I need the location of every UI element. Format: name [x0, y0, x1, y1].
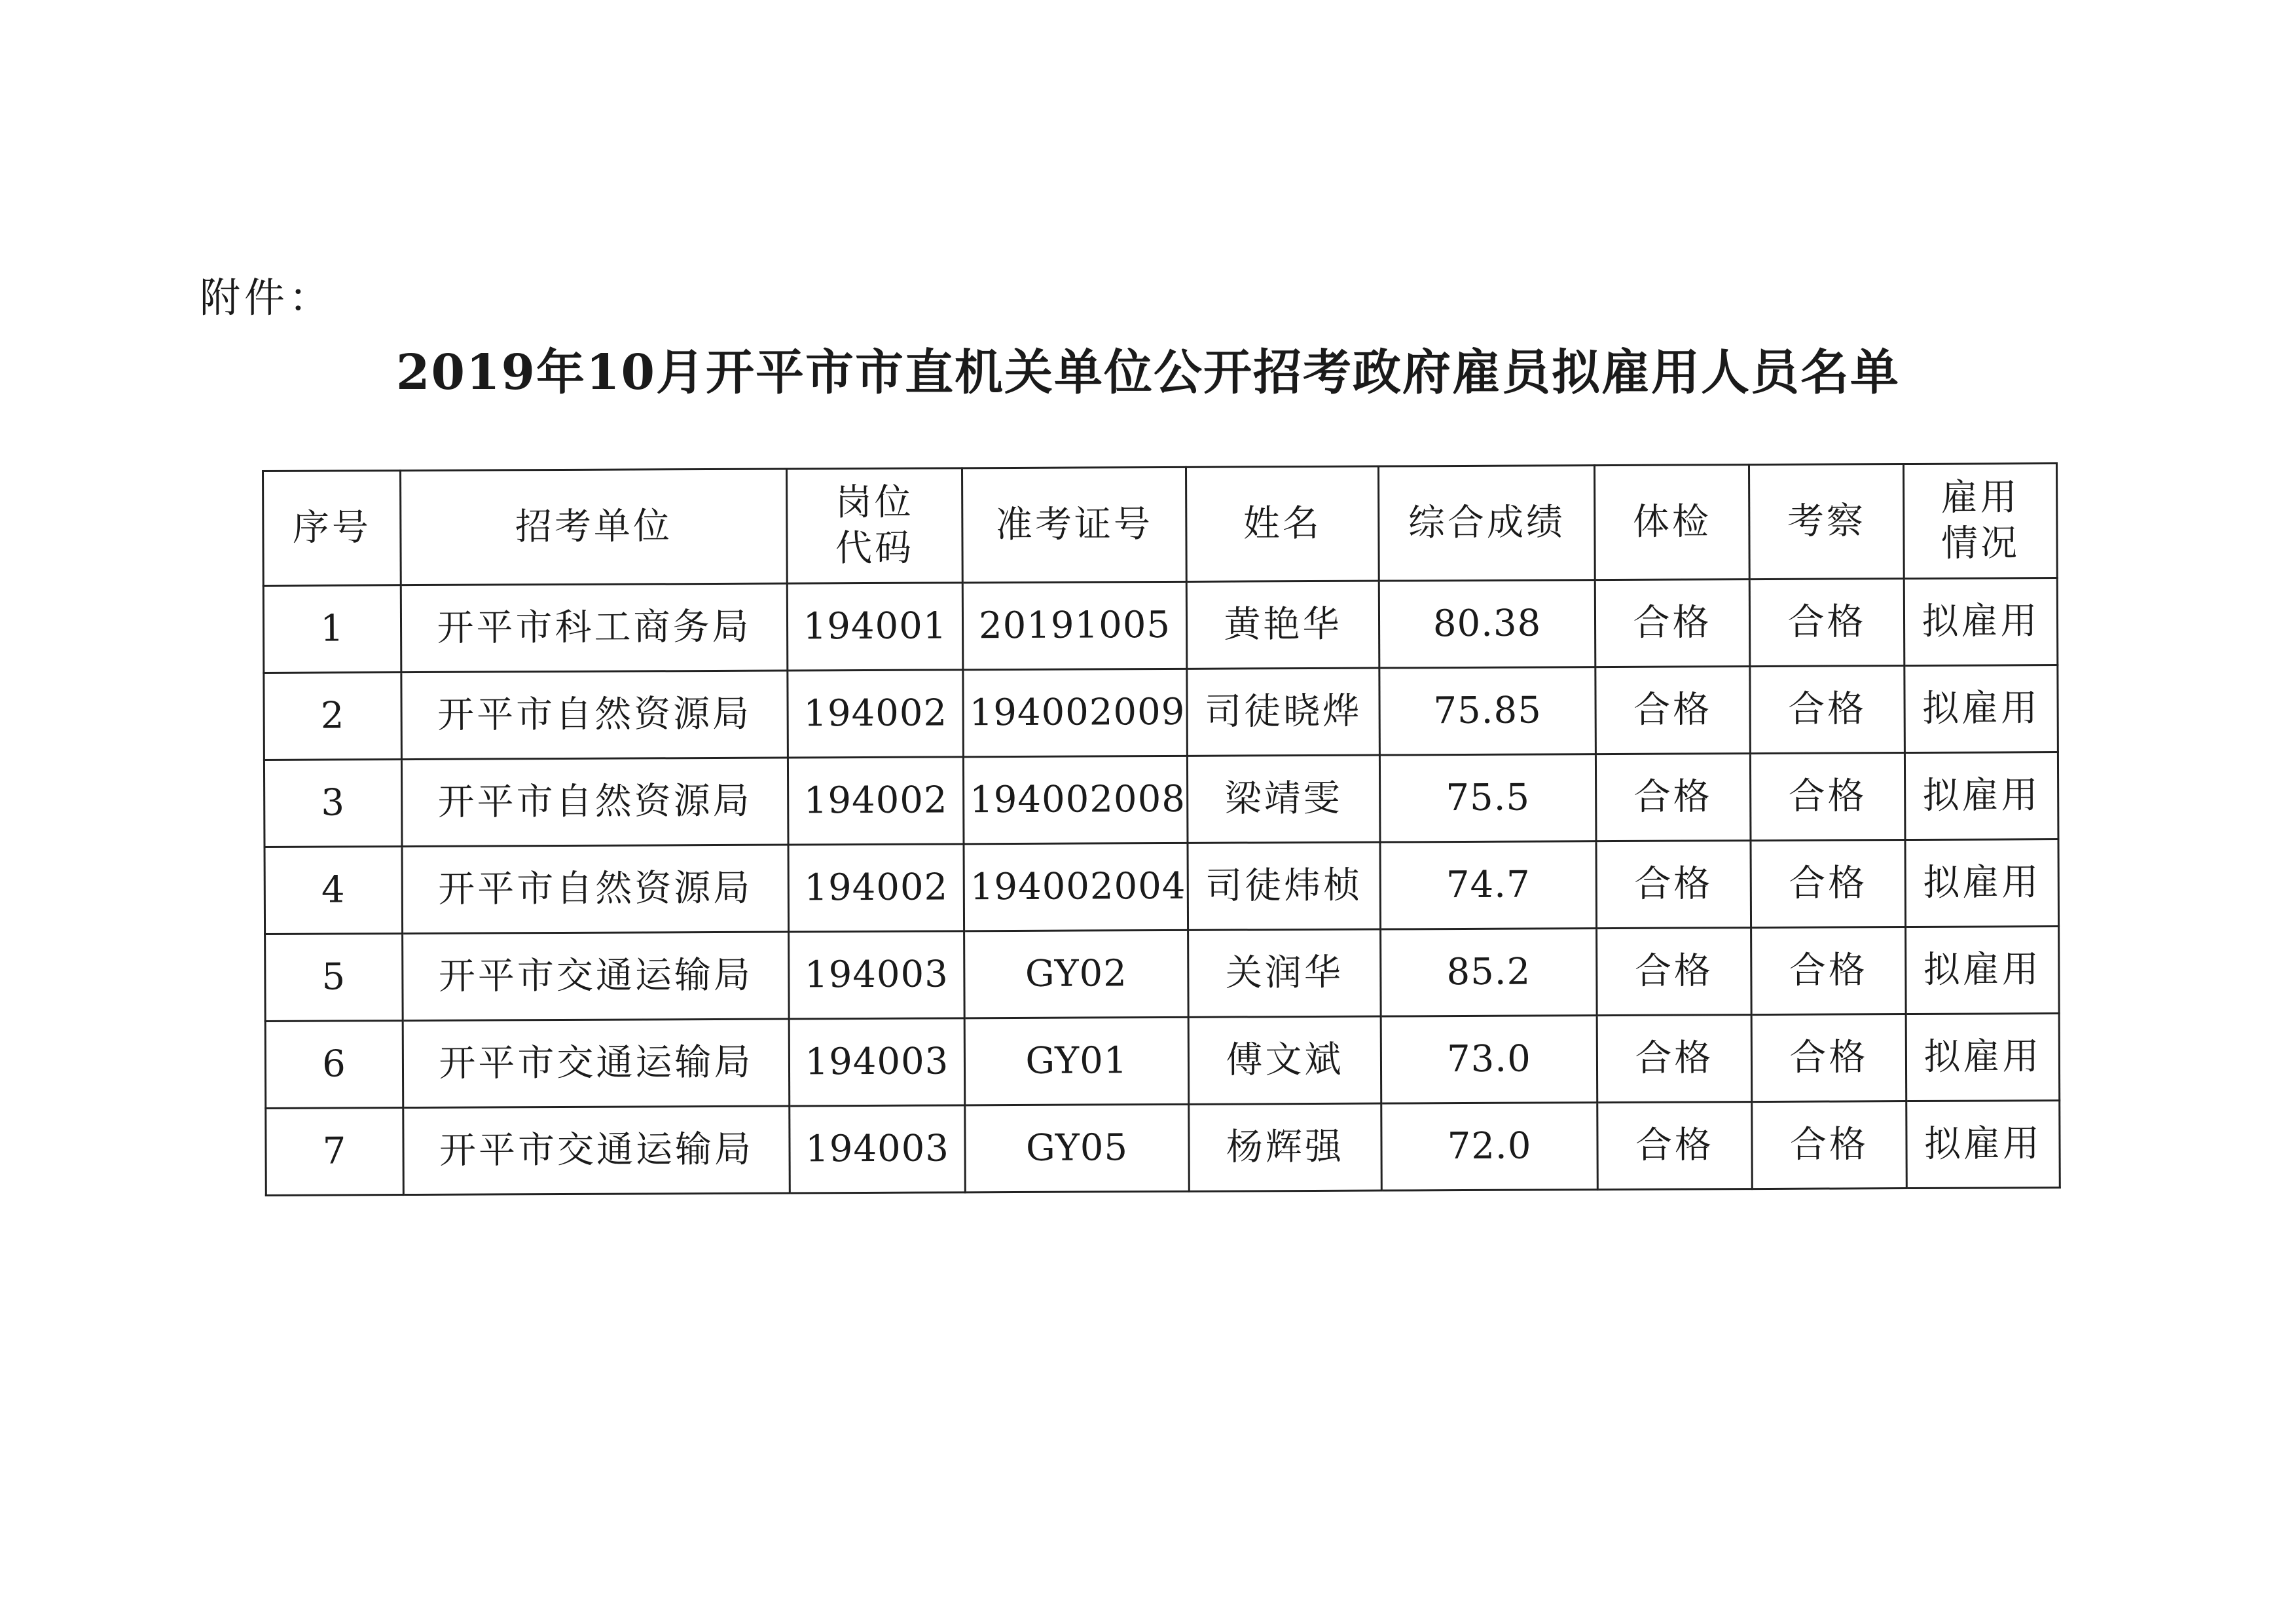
- cell-exam-no: GY05: [965, 1104, 1190, 1192]
- cell-unit: 开平市科工商务局: [401, 583, 788, 673]
- cell-post-code: 194002: [788, 757, 964, 845]
- column-header-line: 考察: [1787, 500, 1867, 543]
- column-header-line: 招考单位: [515, 505, 673, 549]
- table-body: [263, 578, 2060, 1196]
- cell-exam-no: GY01: [964, 1017, 1189, 1105]
- cell-exam-no: 194002009: [963, 669, 1188, 756]
- cell-name: 傅文斌: [1188, 1016, 1381, 1104]
- cell-physical: 合格: [1595, 667, 1751, 754]
- cell-post-code: 194002: [788, 670, 964, 758]
- header-unit: [401, 469, 788, 585]
- header-post-code: [786, 468, 962, 583]
- table-row: [264, 665, 2058, 760]
- cell-physical: 合格: [1597, 928, 1752, 1016]
- attachment-label: 附件：: [200, 274, 334, 322]
- cell-status: 拟雇用: [1905, 840, 2059, 927]
- cell-unit: 开平市交通运输局: [403, 1019, 790, 1108]
- cell-status: 拟雇用: [1906, 1101, 2060, 1189]
- column-header-line: 雇用: [1941, 476, 2020, 519]
- header-name: [1186, 466, 1379, 581]
- cell-score: 80.38: [1379, 580, 1595, 668]
- header-no: [263, 471, 401, 586]
- cell-no: 7: [266, 1108, 404, 1196]
- cell-status: 拟雇用: [1904, 752, 2058, 840]
- header-inspection: [1749, 464, 1904, 580]
- cell-unit: 开平市自然资源局: [402, 845, 789, 934]
- column-header-line: 情况: [1941, 522, 2020, 565]
- cell-physical: 合格: [1595, 580, 1750, 667]
- cell-name: 杨辉强: [1189, 1103, 1382, 1191]
- cell-inspection: 合格: [1750, 666, 1905, 754]
- cell-post-code: 194003: [789, 931, 965, 1019]
- cell-no: 4: [264, 847, 403, 934]
- cell-unit: 开平市交通运输局: [403, 932, 790, 1021]
- table-header-row: [263, 464, 2058, 586]
- column-header-line: 体检: [1632, 500, 1712, 544]
- cell-status: 拟雇用: [1904, 578, 2058, 666]
- cell-name: 司徒晓烨: [1187, 668, 1380, 756]
- column-header-line: 代码: [835, 526, 915, 570]
- cell-score: 75.5: [1379, 754, 1596, 842]
- header-score: [1378, 466, 1595, 581]
- cell-exam-no: GY02: [964, 930, 1189, 1018]
- cell-unit: 开平市自然资源局: [401, 671, 788, 760]
- cell-physical: 合格: [1597, 1102, 1753, 1190]
- cell-score: 73.0: [1381, 1016, 1597, 1103]
- column-header-line: 岗位: [835, 481, 914, 525]
- table-row: [263, 578, 2058, 673]
- cell-name: 黄艳华: [1186, 581, 1379, 669]
- cell-no: 3: [264, 760, 402, 847]
- cell-post-code: 194003: [789, 1018, 965, 1106]
- cell-post-code: 194002: [788, 844, 964, 932]
- cell-score: 85.2: [1381, 929, 1597, 1016]
- cell-exam-no: 194002004: [964, 843, 1188, 931]
- cell-physical: 合格: [1597, 1015, 1752, 1103]
- cell-physical: 合格: [1596, 841, 1751, 929]
- cell-inspection: 合格: [1751, 927, 1906, 1015]
- cell-score: 74.7: [1380, 841, 1597, 929]
- cell-inspection: 合格: [1752, 1101, 1907, 1189]
- cell-status: 拟雇用: [1906, 1014, 2060, 1101]
- column-header-line: 序号: [292, 506, 372, 549]
- table-row: [265, 1014, 2060, 1109]
- cell-no: 5: [265, 934, 403, 1022]
- cell-no: 1: [263, 585, 401, 673]
- table-row: [266, 1101, 2060, 1196]
- document-title: 2019年10月开平市市直机关单位公开招考政府雇员拟雇用人员名单: [396, 344, 1900, 401]
- table-row: [264, 752, 2058, 847]
- cell-inspection: 合格: [1751, 840, 1906, 928]
- cell-inspection: 合格: [1751, 1014, 1906, 1102]
- header-physical: [1594, 465, 1749, 580]
- cell-score: 72.0: [1381, 1103, 1598, 1190]
- cell-status: 拟雇用: [1904, 665, 2058, 753]
- cell-unit: 开平市交通运输局: [403, 1106, 790, 1195]
- table-row: [265, 927, 2060, 1022]
- cell-status: 拟雇用: [1906, 927, 2060, 1014]
- cell-inspection: 合格: [1750, 753, 1905, 841]
- cell-no: 6: [265, 1021, 403, 1109]
- cell-physical: 合格: [1595, 754, 1751, 841]
- cell-post-code: 194001: [787, 583, 963, 671]
- cell-unit: 开平市自然资源局: [401, 758, 788, 847]
- hire-list-table-container: [262, 462, 2059, 1196]
- header-exam-no: [962, 467, 1186, 582]
- cell-name: 司徒炜桢: [1188, 842, 1381, 930]
- table-row: [264, 840, 2059, 934]
- column-header-line: 准考证号: [995, 503, 1154, 547]
- cell-exam-no: 20191005: [962, 581, 1187, 669]
- header-status: [1903, 464, 2057, 579]
- cell-no: 2: [264, 673, 402, 760]
- hire-list-table: [262, 462, 2061, 1196]
- cell-score: 75.85: [1379, 667, 1596, 755]
- column-header-line: 综合成绩: [1408, 501, 1566, 545]
- column-header-line: 姓名: [1243, 502, 1322, 545]
- cell-name: 梁靖雯: [1187, 755, 1380, 843]
- cell-exam-no: 194002008: [963, 756, 1188, 843]
- cell-inspection: 合格: [1749, 579, 1904, 667]
- cell-post-code: 194003: [790, 1105, 966, 1193]
- cell-name: 关润华: [1188, 929, 1381, 1017]
